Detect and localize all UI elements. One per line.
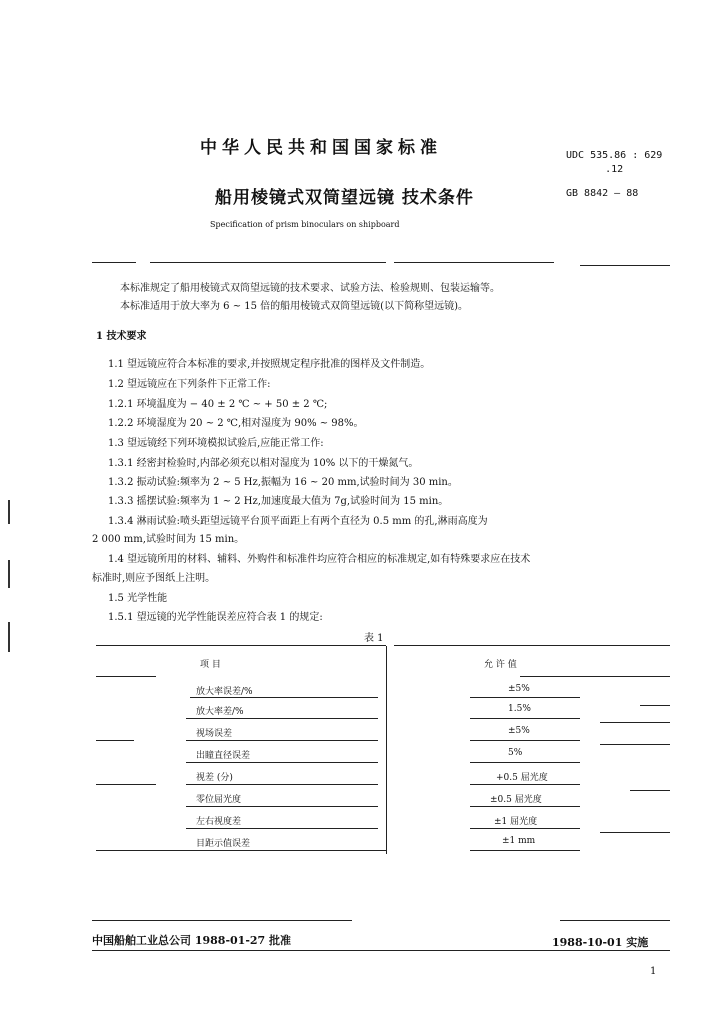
table-row-rule <box>96 740 134 741</box>
udc-line2: .12 <box>605 164 624 175</box>
udc-line1: UDC 535.86 : 629 <box>566 150 663 161</box>
table-row-value: ±5% <box>508 684 530 694</box>
table-row-value: ±0.5 屈光度 <box>490 795 542 805</box>
intro-paragraph-2: 本标准适用于放大率为 6 ~ 15 倍的船用棱镜式双筒望远镜(以下简称望远镜)。 <box>120 301 468 312</box>
table-row-rule <box>470 762 580 763</box>
header-rule-2 <box>150 262 386 263</box>
table-bottom-rule <box>96 850 386 851</box>
clause-1-3-4: 1.3.4 淋雨试验:喷头距望远镜平台顶平面距上有两个直径为 0.5 mm 的孔,淋雨高度为 <box>108 516 488 527</box>
clause-1-1: 1.1 望远镜应符合本标准的要求,并按照规定程序批准的图样及文件制造。 <box>108 359 431 370</box>
intro-paragraph-1: 本标准规定了船用棱镜式双筒望远镜的技术要求、试验方法、检验规则、包装运输等。 <box>120 283 500 294</box>
table-header-item: 项 目 <box>200 660 221 670</box>
table-row-rule <box>630 790 670 791</box>
udc-code <box>566 149 662 177</box>
clause-1-5: 1.5 光学性能 <box>108 593 168 604</box>
clause-1-3-3: 1.3.3 摇摆试验:频率为 1 ~ 2 Hz,加速度最大值为 7g,试验时间为 15 min。 <box>108 496 449 507</box>
clause-1-5-1: 1.5.1 望远镜的光学性能误差应符合表 1 的规定: <box>108 612 323 623</box>
table-row-rule <box>470 850 580 851</box>
table-row-item: 放大率差/% <box>196 707 244 717</box>
table-row-rule <box>186 806 378 807</box>
table-top-rule-1 <box>96 645 386 646</box>
approval-note: 中国船舶工业总公司 1988-01-27 批准 <box>92 934 292 947</box>
table-row-rule <box>470 784 580 785</box>
header-rule-4 <box>580 265 670 266</box>
table-row-value: +0.5 屈光度 <box>496 773 548 783</box>
table-row-rule <box>186 762 378 763</box>
implementation-date: 1988-10-01 实施 <box>552 936 649 949</box>
table-row-item: 零位屈光度 <box>196 795 242 805</box>
table-row-item: 左右视度差 <box>196 817 242 827</box>
table-row-rule <box>186 828 378 829</box>
page-number: 1 <box>650 966 657 977</box>
table-header-rule-1 <box>96 676 156 677</box>
table-row-item: 目距示值误差 <box>196 839 251 849</box>
table-row-rule <box>470 718 580 719</box>
binding-mark <box>8 622 10 652</box>
table-row-item: 视场误差 <box>196 729 233 739</box>
clause-1-3-2: 1.3.2 振动试验:频率为 2 ~ 5 Hz,振幅为 16 ~ 20 mm,试验时间为 30 min。 <box>108 477 458 488</box>
clause-1-3-1: 1.3.1 经密封检验时,内部必须充以相对湿度为 10% 以下的干燥氮气。 <box>108 458 419 469</box>
table-header-rule-2 <box>520 676 670 677</box>
table-row-rule <box>96 784 156 785</box>
table-column-divider <box>386 646 387 854</box>
document-title: 船用棱镜式双筒望远镜 技术条件 <box>215 188 474 208</box>
table-row-rule <box>640 705 670 706</box>
table-row-rule <box>190 697 378 698</box>
clause-1-3-4-cont: 2 000 mm,试验时间为 15 min。 <box>92 534 245 545</box>
footer-bottom-rule <box>92 950 670 951</box>
table-header-tolerance: 允 许 值 <box>484 660 517 670</box>
header-rule-3 <box>394 262 554 263</box>
table-row-rule <box>186 740 378 741</box>
table-row-rule <box>600 722 670 723</box>
clause-1-4: 1.4 望远镜所用的材料、辅料、外购件和标准件均应符合相应的标准规定,如有特殊要求应在技术 <box>108 554 531 565</box>
table-row-rule <box>600 832 670 833</box>
table-row-value: 1.5% <box>508 704 531 714</box>
footer-rule-right <box>560 920 670 921</box>
clause-1-2-2: 1.2.2 环境湿度为 20 ~ 2 ℃,相对湿度为 90% ~ 98%。 <box>108 418 364 429</box>
table-row-rule <box>470 806 580 807</box>
binding-mark <box>8 560 10 588</box>
standard-title: 中华人民共和国国家标准 <box>200 138 442 158</box>
clause-1-3: 1.3 望远镜经下列环境模拟试验后,应能正常工作: <box>108 438 324 449</box>
binding-mark <box>8 500 10 524</box>
gb-number: GB 8842 — 88 <box>566 188 639 199</box>
header-rule-1 <box>92 262 136 263</box>
section-heading: 1 技术要求 <box>96 331 147 342</box>
table-row-value: ±5% <box>508 726 530 736</box>
footer-rule-left <box>92 920 352 921</box>
table-row-value: 5% <box>508 748 523 758</box>
clause-1-4-cont: 标准时,则应予图纸上注明。 <box>92 573 216 584</box>
table-row-rule <box>186 784 378 785</box>
clause-1-2: 1.2 望远镜应在下列条件下正常工作: <box>108 379 271 390</box>
table-row-item: 放大率误差/% <box>196 687 253 697</box>
english-subtitle: Specification of prism binoculars on shipboard <box>210 220 400 229</box>
table-row-item: 视差 (分) <box>196 773 233 783</box>
table-row-rule <box>600 744 670 745</box>
table-row-rule <box>470 740 580 741</box>
table-row-rule <box>470 697 580 698</box>
table-row-value: ±1 屈光度 <box>494 817 538 827</box>
table-row-rule <box>186 718 378 719</box>
table-top-rule-2 <box>394 645 670 646</box>
table-row-value: ±1 mm <box>502 836 536 846</box>
table-row-item: 出瞳直径误差 <box>196 751 251 761</box>
table-row-rule <box>470 828 580 829</box>
table-caption: 表 1 <box>364 633 384 644</box>
clause-1-2-1: 1.2.1 环境温度为 − 40 ± 2 ℃ ~ + 50 ± 2 ℃; <box>108 399 328 410</box>
